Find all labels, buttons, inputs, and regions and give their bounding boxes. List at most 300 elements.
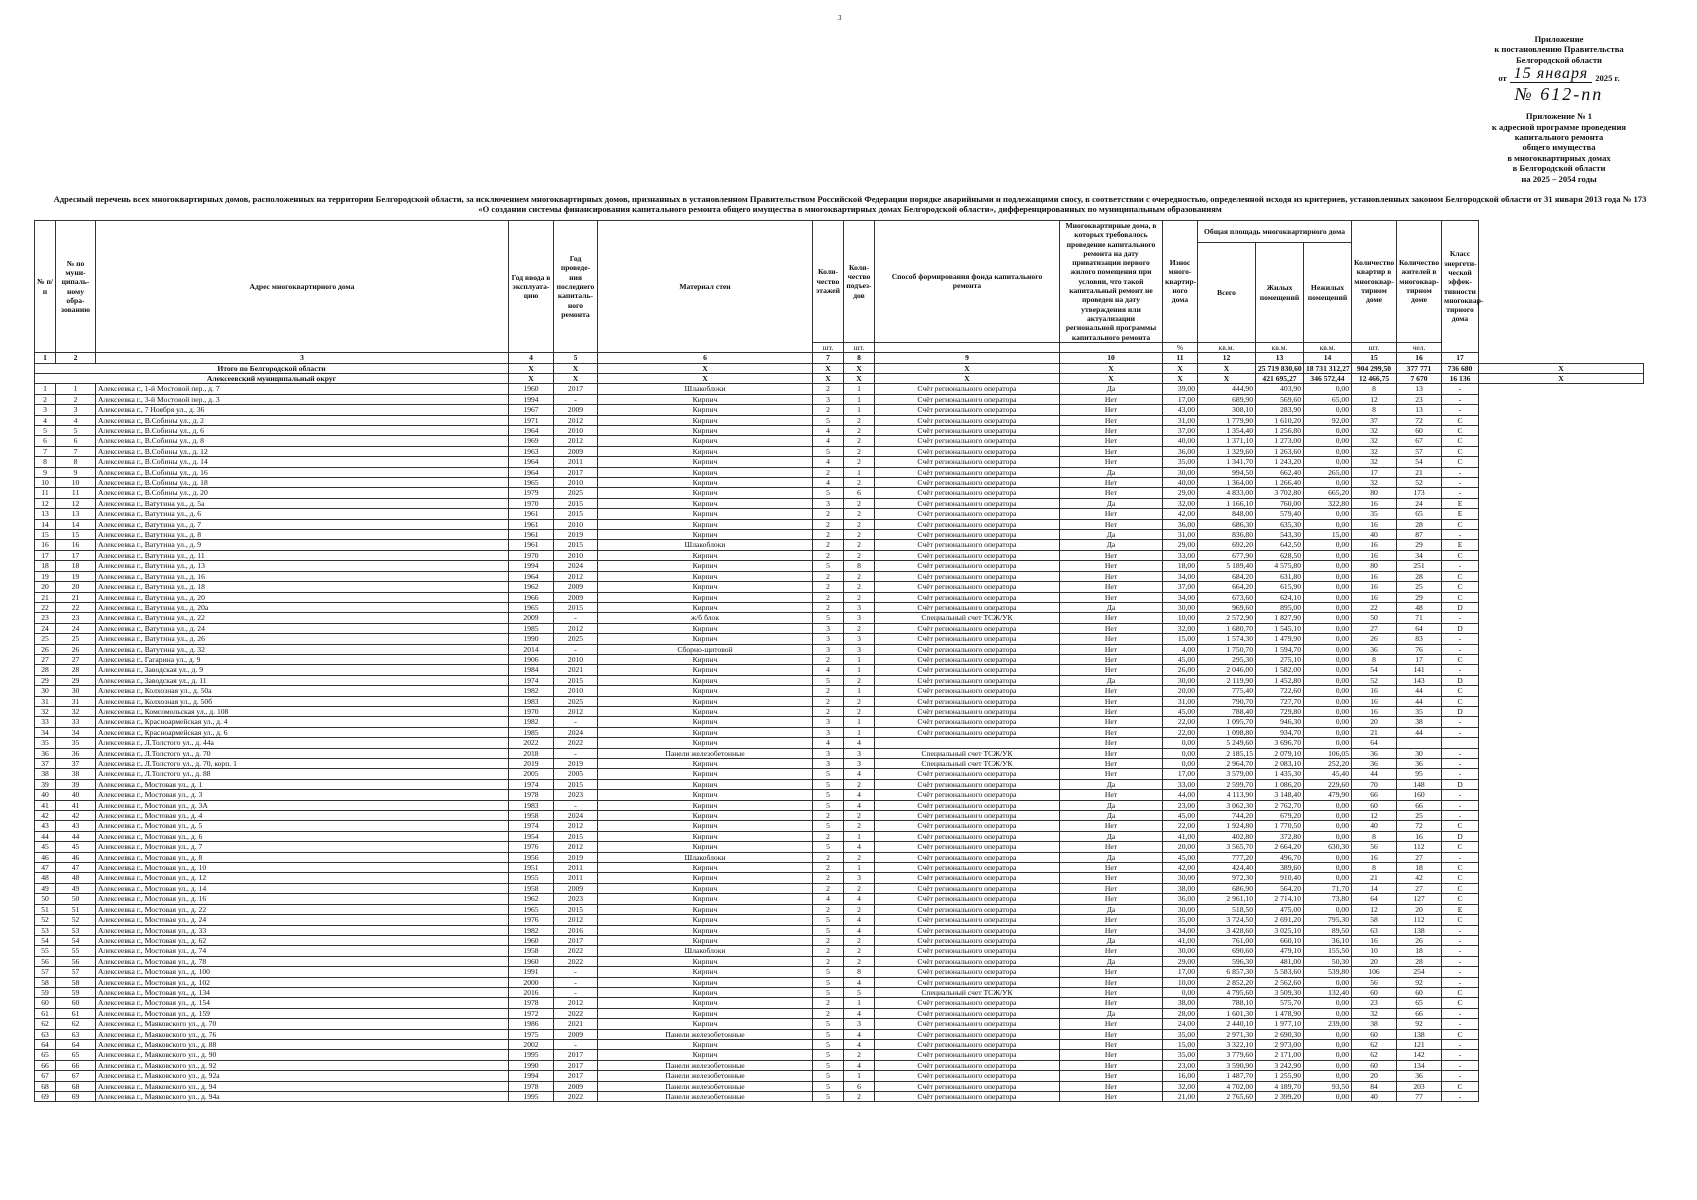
cell-wear: 15,00 (1163, 634, 1198, 644)
cell-address: Алексеевка г., Мостовая ул., д. 3А (96, 800, 509, 810)
cell-area-nonliving: 36,10 (1304, 935, 1352, 945)
cell-year-repair: 2017 (554, 384, 598, 394)
cell-area-total: 4 702,00 (1198, 1081, 1256, 1091)
cell-year-built: 1961 (509, 519, 554, 529)
cell-fund-method: Счёт регионального оператора (875, 727, 1060, 737)
cell-floors: 2 (813, 467, 844, 477)
cell-residents: 28 (1397, 571, 1442, 581)
cell-mun-number: 68 (56, 1081, 96, 1091)
cell-row-number: 65 (35, 1050, 56, 1060)
cell-area-living: 1 255,90 (1256, 1071, 1304, 1081)
appendix-line-1: Приложение № 1 (1525, 111, 1593, 122)
cell-residents: 66 (1397, 800, 1442, 810)
cell-entrances: 4 (844, 1060, 875, 1070)
cell-entrances: 1 (844, 1071, 875, 1081)
cell-floors: 2 (813, 863, 844, 873)
cell-mun-number: 14 (56, 519, 96, 529)
cell-area-nonliving: 795,30 (1304, 915, 1352, 925)
cell-privatization: Нет (1060, 1019, 1163, 1029)
cell-area-nonliving: 92,00 (1304, 415, 1352, 425)
cell-row-number: 58 (35, 977, 56, 987)
cell-area-total: 1 341,70 (1198, 457, 1256, 467)
cell-apartments: 66 (1352, 790, 1397, 800)
cell-mun-number: 31 (56, 696, 96, 706)
cell-entrances: 1 (844, 405, 875, 415)
cell-wall-material: Кирпич (598, 457, 813, 467)
cell-residents: 203 (1397, 1081, 1442, 1091)
cell-area-living: 5 583,60 (1256, 967, 1304, 977)
cell-privatization: Нет (1060, 967, 1163, 977)
cell-apartments: 16 (1352, 519, 1397, 529)
cell-year-repair: 2011 (554, 863, 598, 873)
column-number-cell: 16 (1397, 353, 1442, 363)
cell-fund-method: Счёт регионального оператора (875, 488, 1060, 498)
cell-energy-class: C (1442, 571, 1479, 581)
cell-residents: 148 (1397, 779, 1442, 789)
cell-row-number: 69 (35, 1092, 56, 1102)
cell-wear: 40,00 (1163, 478, 1198, 488)
column-number-cell: 6 (598, 353, 813, 363)
cell-area-nonliving: 0,00 (1304, 706, 1352, 716)
cell-area-nonliving: 0,00 (1304, 831, 1352, 841)
unit-fund (875, 342, 1060, 352)
cell-wear: 33,00 (1163, 550, 1198, 560)
column-number-cell: 12 (1198, 353, 1256, 363)
cell-residents: 42 (1397, 873, 1442, 883)
cell-energy-class: D (1442, 779, 1479, 789)
cell-year-repair: - (554, 977, 598, 987)
cell-apartments: 35 (1352, 509, 1397, 519)
cell-row-number: 39 (35, 779, 56, 789)
cell-fund-method: Специальный счет ТСЖ/УК (875, 759, 1060, 769)
cell-entrances: 2 (844, 696, 875, 706)
cell-area-living: 1 086,20 (1256, 779, 1304, 789)
cell-apartments: 80 (1352, 561, 1397, 571)
total-cell: X (1060, 373, 1163, 383)
cell-area-total: 2 440,10 (1198, 1019, 1256, 1029)
cell-floors: 4 (813, 457, 844, 467)
cell-year-repair: 2015 (554, 602, 598, 612)
cell-apartments: 21 (1352, 873, 1397, 883)
cell-apartments: 56 (1352, 977, 1397, 987)
cell-row-number: 50 (35, 894, 56, 904)
cell-wall-material: Кирпич (598, 498, 813, 508)
cell-mun-number: 11 (56, 488, 96, 498)
cell-year-repair: 2009 (554, 582, 598, 592)
cell-year-repair: 2022 (554, 956, 598, 966)
cell-wall-material: Кирпич (598, 925, 813, 935)
total-cell: X (1479, 363, 1644, 373)
cell-wear: 0,00 (1163, 748, 1198, 758)
cell-privatization: Нет (1060, 727, 1163, 737)
column-number-cell: 9 (875, 353, 1060, 363)
cell-area-total: 4 833,00 (1198, 488, 1256, 498)
cell-wall-material: Кирпич (598, 634, 813, 644)
cell-year-built: 1974 (509, 675, 554, 685)
cell-wall-material: Кирпич (598, 405, 813, 415)
cell-residents: 30 (1397, 748, 1442, 758)
cell-fund-method: Специальный счет ТСЖ/УК (875, 987, 1060, 997)
cell-entrances: 2 (844, 530, 875, 540)
cell-floors: 3 (813, 759, 844, 769)
cell-row-number: 33 (35, 717, 56, 727)
cell-wall-material: Кирпич (598, 904, 813, 914)
cell-floors: 5 (813, 1019, 844, 1029)
cell-privatization: Нет (1060, 717, 1163, 727)
column-number-cell: 8 (844, 353, 875, 363)
cell-residents: 77 (1397, 1092, 1442, 1102)
cell-address: Алексеевка г., Гагарина ул., д. 9 (96, 654, 509, 664)
cell-mun-number: 37 (56, 759, 96, 769)
cell-wear: 44,00 (1163, 790, 1198, 800)
cell-wear: 22,00 (1163, 717, 1198, 727)
cell-fund-method: Счёт регионального оператора (875, 706, 1060, 716)
cell-area-living: 4 189,70 (1256, 1081, 1304, 1091)
cell-row-number: 57 (35, 967, 56, 977)
cell-area-total: 1 750,70 (1198, 644, 1256, 654)
cell-year-built: 1956 (509, 852, 554, 862)
cell-entrances: 1 (844, 654, 875, 664)
cell-area-total: 2 572,90 (1198, 613, 1256, 623)
cell-year-built: 1965 (509, 904, 554, 914)
table-row (35, 394, 1644, 404)
cell-year-repair: 2022 (554, 1008, 598, 1018)
cell-energy-class: - (1442, 967, 1479, 977)
cell-area-total: 1 364,00 (1198, 478, 1256, 488)
cell-area-living: 3 025,10 (1256, 925, 1304, 935)
cell-apartments: 32 (1352, 457, 1397, 467)
cell-address: Алексеевка г., Ватутина ул., д. 20 (96, 592, 509, 602)
cell-area-nonliving: 665,20 (1304, 488, 1352, 498)
cell-energy-class: C (1442, 842, 1479, 852)
cell-area-total: 3 724,50 (1198, 915, 1256, 925)
cell-row-number: 22 (35, 602, 56, 612)
cell-year-repair: - (554, 613, 598, 623)
total-cell: 736 680 (1442, 363, 1479, 373)
cell-address: Алексеевка г., Маяковского ул., д. 70 (96, 1019, 509, 1029)
cell-privatization: Нет (1060, 915, 1163, 925)
total-cell: 346 572,44 (1304, 373, 1352, 383)
cell-wall-material: Кирпич (598, 790, 813, 800)
cell-area-total: 686,30 (1198, 519, 1256, 529)
cell-fund-method: Счёт регионального оператора (875, 800, 1060, 810)
cell-energy-class: C (1442, 987, 1479, 997)
cell-mun-number: 69 (56, 1092, 96, 1102)
total-cell: X (1163, 373, 1198, 383)
cell-area-total: 3 590,90 (1198, 1060, 1256, 1070)
cell-residents: 65 (1397, 509, 1442, 519)
cell-area-living: 2 083,10 (1256, 759, 1304, 769)
cell-year-built: 1994 (509, 561, 554, 571)
col-header-n: № п/п (35, 221, 56, 353)
cell-privatization: Нет (1060, 478, 1163, 488)
cell-year-built: 1978 (509, 998, 554, 1008)
cell-mun-number: 46 (56, 852, 96, 862)
cell-entrances: 1 (844, 717, 875, 727)
cell-address: Алексеевка г., 3-й Мостовой пер., д. 3 (96, 394, 509, 404)
column-number-cell: 11 (1163, 353, 1198, 363)
cell-fund-method: Счёт регионального оператора (875, 1008, 1060, 1018)
table-row (35, 530, 1644, 540)
cell-mun-number: 30 (56, 686, 96, 696)
cell-area-total: 1 095,70 (1198, 717, 1256, 727)
cell-privatization: Нет (1060, 509, 1163, 519)
cell-year-repair: 2009 (554, 446, 598, 456)
cell-area-total: 664,20 (1198, 582, 1256, 592)
cell-year-built: 1960 (509, 956, 554, 966)
cell-row-number: 26 (35, 644, 56, 654)
cell-area-total: 2 185,15 (1198, 748, 1256, 758)
cell-address: Алексеевка г., Ватутина ул., д. 13 (96, 561, 509, 571)
cell-area-total: 692,20 (1198, 540, 1256, 550)
cell-wall-material: Кирпич (598, 415, 813, 425)
cell-area-nonliving: 0,00 (1304, 426, 1352, 436)
cell-area-living: 2 691,20 (1256, 915, 1304, 925)
cell-privatization: Нет (1060, 644, 1163, 654)
cell-row-number: 28 (35, 665, 56, 675)
cell-apartments: 63 (1352, 925, 1397, 935)
cell-address: Алексеевка г., В.Собины ул., д. 20 (96, 488, 509, 498)
cell-year-repair: 2024 (554, 561, 598, 571)
cell-row-number: 4 (35, 415, 56, 425)
cell-area-nonliving: 0,00 (1304, 863, 1352, 873)
cell-year-built: 1960 (509, 384, 554, 394)
cell-privatization: Да (1060, 602, 1163, 612)
cell-floors: 2 (813, 530, 844, 540)
cell-year-repair: 2011 (554, 873, 598, 883)
cell-year-built: 2000 (509, 977, 554, 987)
cell-entrances: 2 (844, 509, 875, 519)
cell-area-total: 1 166,10 (1198, 498, 1256, 508)
cell-floors: 4 (813, 426, 844, 436)
cell-wall-material: Кирпич (598, 488, 813, 498)
cell-fund-method: Счёт регионального оператора (875, 852, 1060, 862)
cell-area-nonliving: 0,00 (1304, 550, 1352, 560)
cell-area-nonliving: 0,00 (1304, 686, 1352, 696)
cell-address: Алексеевка г., Красноармейская ул., д. 4 (96, 717, 509, 727)
cell-energy-class: - (1442, 405, 1479, 415)
cell-year-built: 2009 (509, 613, 554, 623)
cell-apartments: 12 (1352, 811, 1397, 821)
table-row (35, 675, 1644, 685)
cell-apartments: 58 (1352, 915, 1397, 925)
cell-privatization: Нет (1060, 738, 1163, 748)
cell-year-built: 1961 (509, 509, 554, 519)
cell-wall-material: Панели железобетонные (598, 1071, 813, 1081)
table-row (35, 821, 1644, 831)
table-row (35, 571, 1644, 581)
cell-energy-class: - (1442, 665, 1479, 675)
cell-apartments: 20 (1352, 956, 1397, 966)
cell-row-number: 64 (35, 1039, 56, 1049)
cell-fund-method: Специальный счет ТСЖ/УК (875, 748, 1060, 758)
cell-wall-material: Кирпич (598, 987, 813, 997)
cell-mun-number: 61 (56, 1008, 96, 1018)
cell-area-living: 2 171,00 (1256, 1050, 1304, 1060)
cell-fund-method: Счёт регионального оператора (875, 446, 1060, 456)
cell-area-total: 518,50 (1198, 904, 1256, 914)
cell-mun-number: 15 (56, 530, 96, 540)
cell-year-built: 1978 (509, 1081, 554, 1091)
cell-year-built: 2018 (509, 748, 554, 758)
cell-floors: 2 (813, 405, 844, 415)
cell-wall-material: Кирпич (598, 436, 813, 446)
cell-privatization: Да (1060, 467, 1163, 477)
cell-privatization: Нет (1060, 394, 1163, 404)
cell-area-living: 1 263,60 (1256, 446, 1304, 456)
cell-residents: 23 (1397, 394, 1442, 404)
cell-entrances: 2 (844, 415, 875, 425)
cell-energy-class: - (1442, 727, 1479, 737)
cell-address: Алексеевка г., Заводская ул., д. 11 (96, 675, 509, 685)
cell-floors: 5 (813, 1081, 844, 1091)
cell-area-total: 3 062,30 (1198, 800, 1256, 810)
cell-entrances: 2 (844, 1050, 875, 1060)
column-number-cell: 7 (813, 353, 844, 363)
cell-area-nonliving: 630,30 (1304, 842, 1352, 852)
cell-floors: 5 (813, 415, 844, 425)
cell-privatization: Нет (1060, 987, 1163, 997)
cell-address: Алексеевка г., Ватутина ул., д. 11 (96, 550, 509, 560)
cell-wear: 17,00 (1163, 394, 1198, 404)
cell-address: Алексеевка г., 7 Ноября ул., д. 36 (96, 405, 509, 415)
cell-row-number: 14 (35, 519, 56, 529)
cell-floors: 2 (813, 571, 844, 581)
cell-year-repair: 2015 (554, 779, 598, 789)
cell-apartments: 37 (1352, 415, 1397, 425)
table-row (35, 1008, 1644, 1018)
table-row (35, 696, 1644, 706)
cell-area-nonliving: 0,00 (1304, 561, 1352, 571)
appendix-line-6: в Белгородской области (1512, 163, 1606, 174)
cell-entrances: 4 (844, 1039, 875, 1049)
cell-energy-class: - (1442, 561, 1479, 571)
cell-wear: 23,00 (1163, 800, 1198, 810)
cell-wear: 21,00 (1163, 1092, 1198, 1102)
cell-wall-material: Кирпич (598, 1039, 813, 1049)
cell-wall-material: Кирпич (598, 602, 813, 612)
cell-wear: 33,00 (1163, 779, 1198, 789)
cell-apartments: 84 (1352, 1081, 1397, 1091)
cell-apartments: 32 (1352, 436, 1397, 446)
document-header (1454, 34, 1664, 184)
cell-residents: 24 (1397, 498, 1442, 508)
cell-year-built: 1961 (509, 530, 554, 540)
cell-row-number: 34 (35, 727, 56, 737)
cell-energy-class: - (1442, 956, 1479, 966)
cell-mun-number: 60 (56, 998, 96, 1008)
cell-residents: 34 (1397, 550, 1442, 560)
cell-wear: 30,00 (1163, 602, 1198, 612)
table-row (35, 405, 1644, 415)
cell-wear: 35,00 (1163, 1029, 1198, 1039)
cell-wall-material: Кирпич (598, 1050, 813, 1060)
cell-mun-number: 28 (56, 665, 96, 675)
cell-mun-number: 44 (56, 831, 96, 841)
cell-mun-number: 43 (56, 821, 96, 831)
col-header-year-repair: Год проведе-ния последнего капиталь-ного ремонта (554, 221, 598, 353)
cell-area-nonliving: 106,05 (1304, 748, 1352, 758)
cell-area-living: 910,40 (1256, 873, 1304, 883)
cell-energy-class: C (1442, 873, 1479, 883)
cell-row-number: 5 (35, 426, 56, 436)
cell-privatization: Нет (1060, 748, 1163, 758)
cell-mun-number: 8 (56, 457, 96, 467)
table-row (35, 883, 1644, 893)
cell-entrances: 4 (844, 915, 875, 925)
cell-floors: 5 (813, 925, 844, 935)
table-row (35, 863, 1644, 873)
cell-wear: 4,00 (1163, 644, 1198, 654)
column-number-cell: 4 (509, 353, 554, 363)
cell-year-repair: 2010 (554, 478, 598, 488)
cell-wall-material: Кирпич (598, 759, 813, 769)
cell-year-repair: - (554, 987, 598, 997)
cell-area-total: 402,80 (1198, 831, 1256, 841)
cell-entrances: 2 (844, 883, 875, 893)
cell-area-nonliving: 539,80 (1304, 967, 1352, 977)
cell-wear: 40,00 (1163, 436, 1198, 446)
cell-apartments: 36 (1352, 748, 1397, 758)
cell-fund-method: Счёт регионального оператора (875, 1092, 1060, 1102)
cell-energy-class: - (1442, 634, 1479, 644)
cell-year-built: 1974 (509, 821, 554, 831)
title-line-1: Адресный перечень всех многоквартирных домов, расположенных на территории Белгородской области, за исключением многоквартирных домов, признанных в установленном Правительством Российской Федерации порядке аварийными и подлежащими сносу, в соответствии с очередностью, определенной исходя из критериев, установленных законом Белгородской области от 31 января 2013 года № 173 (53, 194, 1647, 204)
cell-apartments: 40 (1352, 1092, 1397, 1102)
approval-line-1: Приложение (1534, 34, 1584, 44)
cell-area-living: 946,30 (1256, 717, 1304, 727)
cell-area-living: 481,00 (1256, 956, 1304, 966)
cell-area-living: 389,60 (1256, 863, 1304, 873)
table-row (35, 561, 1644, 571)
cell-fund-method: Счёт регионального оператора (875, 925, 1060, 935)
cell-year-repair: 2005 (554, 769, 598, 779)
cell-entrances: 2 (844, 623, 875, 633)
cell-residents: 142 (1397, 1050, 1442, 1060)
cell-area-living: 722,60 (1256, 686, 1304, 696)
unit-apartments: шт. (1352, 342, 1397, 352)
cell-privatization: Нет (1060, 1050, 1163, 1060)
cell-energy-class: E (1442, 509, 1479, 519)
cell-area-nonliving: 0,00 (1304, 1071, 1352, 1081)
cell-fund-method: Счёт регионального оператора (875, 582, 1060, 592)
cell-energy-class: - (1442, 800, 1479, 810)
cell-year-repair: 2024 (554, 727, 598, 737)
cell-address: Алексеевка г., Ватутина ул., д. 6 (96, 509, 509, 519)
cell-area-living: 543,30 (1256, 530, 1304, 540)
approval-line-3: Белгородской области (1515, 54, 1602, 65)
cell-area-total: 3 779,60 (1198, 1050, 1256, 1060)
cell-energy-class: - (1442, 488, 1479, 498)
table-row (35, 946, 1644, 956)
cell-fund-method: Счёт регионального оператора (875, 883, 1060, 893)
appendix-line-5: в многоквартирных домах (1507, 152, 1611, 163)
cell-entrances: 2 (844, 956, 875, 966)
cell-wall-material: Панели железобетонные (598, 1092, 813, 1102)
cell-wear: 31,00 (1163, 415, 1198, 425)
cell-privatization: Нет (1060, 759, 1163, 769)
cell-apartments: 62 (1352, 1039, 1397, 1049)
cell-mun-number: 16 (56, 540, 96, 550)
cell-year-built: 1969 (509, 436, 554, 446)
cell-row-number: 56 (35, 956, 56, 966)
cell-area-total: 1 371,10 (1198, 436, 1256, 446)
cell-fund-method: Счёт регионального оператора (875, 623, 1060, 633)
cell-year-repair: 2010 (554, 426, 598, 436)
cell-floors: 2 (813, 811, 844, 821)
cell-apartments: 17 (1352, 467, 1397, 477)
cell-privatization: Нет (1060, 457, 1163, 467)
